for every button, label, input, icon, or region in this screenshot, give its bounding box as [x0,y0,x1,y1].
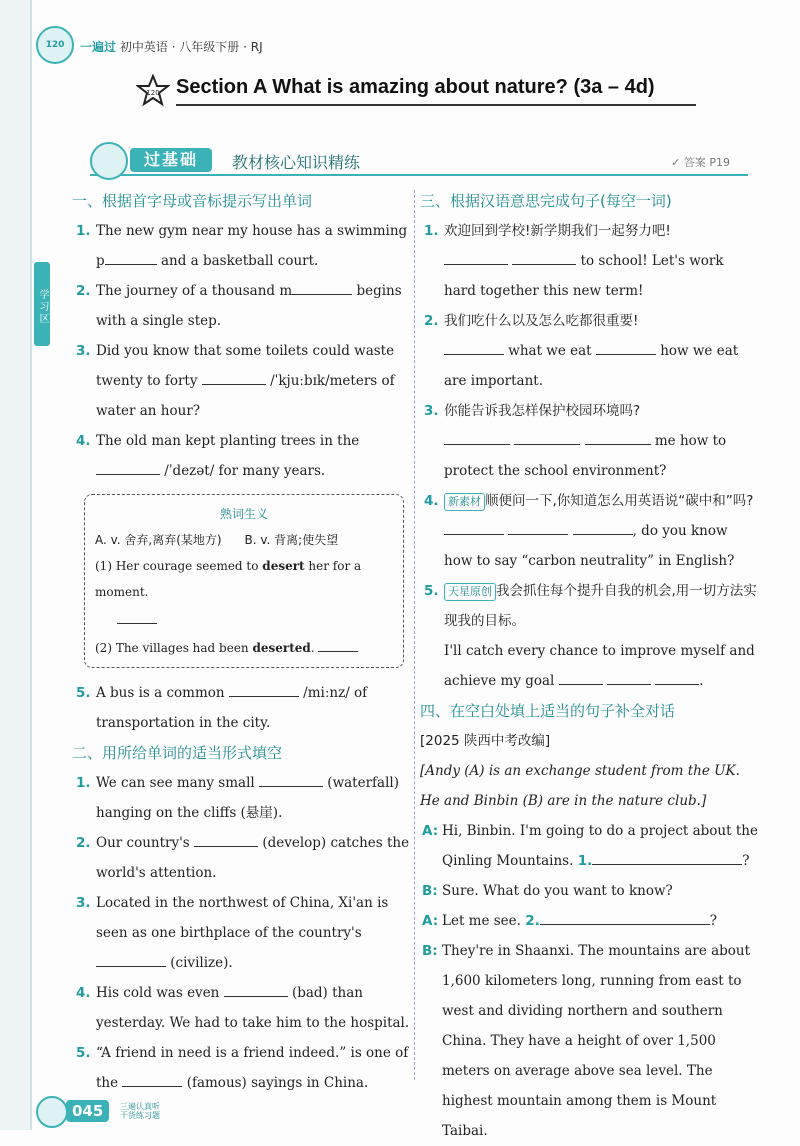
q-text: what we eat [504,343,596,359]
q-number: 3. [424,403,439,419]
q-text: “A friend in need is a friend indeed.” is one of the [96,1045,409,1091]
q-text: (famous) sayings in China. [182,1075,369,1091]
original-tag: 天星原创 [444,583,496,601]
q-text: /ˈkjuːbɪk/meters of water an hour? [96,373,395,419]
answer-blank[interactable] [229,678,299,697]
question [72,768,412,828]
answer-blank[interactable] [540,906,710,925]
side-tab: 学习区 [34,262,50,346]
line-text: Hi, Binbin. I'm going to do a project about the Qinling Mountains. [442,823,758,869]
box-keyword: desert [262,559,305,573]
box-sentence-1 [95,553,393,633]
answer-blank[interactable] [444,336,504,355]
q-text: how we eat are important. [444,343,739,389]
svg-text:120: 120 [146,89,160,97]
running-header [80,38,263,55]
right-column [420,186,758,1146]
answer-blank[interactable] [592,846,742,865]
box-text: her for a moment. [95,559,362,599]
question [420,486,758,576]
answer-blank[interactable] [573,516,633,535]
q-number: 4. [76,985,91,1001]
speaker: A: [422,913,439,929]
q-text: Did you know that some toilets could waste twenty to forty [96,343,395,389]
new-material-tag: 新素材 [444,493,485,511]
q-chinese: 欢迎回到学校!新学期我们一起努力吧! [444,223,671,239]
q-text: . [699,673,704,689]
answer-blank[interactable] [559,666,603,685]
question [72,276,412,336]
q-number: 3. [76,895,91,911]
q-text: /miːnz/ of transportation in the city. [96,685,368,731]
box-text: . [310,641,315,655]
q-text: (civilize). [166,955,233,971]
line-end: ? [709,913,718,929]
brand: 一遍过 [80,40,117,54]
blank-number: 1. [577,853,593,869]
answer-ref: ✓ 答案 P19 [671,156,730,169]
q-text: and a basketball court. [156,253,319,269]
q-number: 5. [424,583,439,599]
question [420,576,758,696]
q-number: 2. [424,313,439,329]
answer-blank[interactable] [194,828,258,847]
q-text: /ˈdezət/ for many years. [160,463,326,479]
answer-blank[interactable] [105,246,157,265]
answer-blank[interactable] [122,1068,182,1087]
box-title: 熟词生义 [219,507,268,521]
q-number: 5. [76,1045,91,1061]
line-text: Let me see. [442,913,526,929]
q-number: 1. [424,223,439,239]
page-edge [0,0,30,1130]
question [72,978,412,1038]
q-text: The new gym near my house has a swimming [96,223,408,239]
question [420,396,758,486]
q-number: 1. [76,775,91,791]
q-text: The journey of a thousand m [96,283,293,299]
q-text: (bad) than yesterday. We had to take him to the hospital. [96,985,410,1031]
question [72,426,412,486]
question [72,336,412,426]
q-text: His cold was even [96,985,224,1001]
question [420,306,758,396]
page-edge-line [30,0,32,1130]
q-number: 2. [76,835,91,851]
q-text: Located in the northwest of China, Xi'an is seen as one birthplace of the country's [96,895,389,941]
answer-blank[interactable] [596,336,656,355]
dialogue-line [420,876,758,906]
box-sentence-2 [95,633,393,661]
q-text: (develop) catches the world's attention. [96,835,410,881]
question [72,678,412,738]
question [72,216,412,276]
title-text: Section A What is amazing about nature? (3a – 4d) [176,76,655,98]
q-number: 2. [76,283,91,299]
section-title [136,72,696,108]
dialogue-line [420,936,758,1146]
answer-blank[interactable] [259,768,323,787]
answer-blank[interactable] [444,426,510,445]
q-chinese: 我们吃什么以及怎么吃都很重要! [444,313,639,329]
answer-blank[interactable] [585,426,651,445]
speaker: B: [422,883,438,899]
q-hint: p [96,253,105,269]
q-text: begins with a single step. [96,283,402,329]
answer-blank[interactable] [202,366,266,385]
answer-blank[interactable] [512,246,576,265]
source-note: [2025 陕西中考改编] [420,733,551,749]
star-badge-icon [136,74,170,108]
q-chinese: 你能告诉我怎样保护校园环境吗? [444,403,641,419]
answer-blank[interactable] [96,948,166,967]
footer-note: 三遍认真听 干货练习题 [120,1102,160,1120]
option-b: B. v. 背离;使失望 [244,533,339,547]
line-text: Sure. What do you want to know? [442,883,673,899]
question [72,828,412,888]
column-divider [414,190,415,1080]
speaker: B: [422,943,438,959]
q-text: We can see many small [96,775,260,791]
q-number: 4. [424,493,439,509]
part3-heading: 三、根据汉语意思完成句子(每空一词) [420,192,672,210]
box-text: (2) The villages had been [95,641,253,655]
q-text: , do you know how to say “carbon neutrality” in English? [444,523,735,569]
line-end: ? [742,853,750,869]
answer-blank[interactable] [444,516,504,535]
part1-heading: 一、根据首字母或音标提示写出单词 [72,192,313,210]
dialogue-line [420,816,758,876]
q-text: The old man kept planting trees in the [96,433,360,449]
answer-blank[interactable] [292,276,352,295]
part2-heading: 二、用所给单词的适当形式填空 [72,744,283,762]
mascot-icon [36,1096,68,1128]
q-text: me how to protect the school environment? [444,433,727,479]
q-text: (waterfall) hanging on the cliffs (悬崖). [96,775,399,821]
answer-blank[interactable] [117,605,157,624]
q-number: 5. [76,685,91,701]
q-text: to school! Let's work hard together this new term! [444,253,724,299]
left-column [72,186,412,1098]
answer-blank[interactable] [607,666,651,685]
dialogue-intro: [Andy (A) is an exchange student from the UK. He and Binbin (B) are in the nature club.] [420,763,740,809]
book-title: 初中英语 · 八年级下册 · RJ [119,40,263,54]
answer-blank[interactable] [444,246,508,265]
question [420,216,758,306]
dialogue-line [420,906,758,936]
q-chinese: 顺便问一下,你知道怎么用英语说“碳中和”吗? [485,493,754,509]
answer-blank[interactable] [655,666,699,685]
q-text: A bus is a common [96,685,229,701]
q-number: 4. [76,433,91,449]
option-a: A. v. 舍弃,离弃(某地方) [95,533,222,547]
q-number: 1. [76,223,91,239]
blank-number: 2. [525,913,540,929]
title-underline [176,104,696,106]
mascot-icon [90,142,128,180]
speaker: A: [422,823,439,839]
q-chinese: 我会抓住每个提升自我的机会,用一切方法实现我的目标。 [444,583,757,629]
answer-ref-text: 答案 P19 [683,156,730,169]
box-text: (1) Her courage seemed to [95,559,263,573]
section-band [90,146,748,176]
box-options [95,527,393,553]
answer-blank[interactable] [224,978,288,997]
question [72,1038,412,1098]
word-meaning-box [84,494,404,668]
answer-blank[interactable] [318,633,358,652]
band-pill: 过基础 [130,148,212,172]
line-text: They're in Shaanxi. The mountains are about 1,600 kilometers long, running from east to west and dividing northern and southern China. They have a height of over 1,500 meters on average above sea level. The highest mountain among them is Mount Taibai. [442,943,751,1139]
q-number: 3. [76,343,91,359]
question [72,888,412,978]
logo-icon: 120 [36,26,74,64]
q-text: I'll catch every chance to improve myself and achieve my goal [444,643,755,689]
part4-heading: 四、在空白处填上适当的句子补全对话 [420,702,676,720]
band-subtitle: 教材核心知识精练 [232,153,361,172]
answer-blank[interactable] [508,516,568,535]
answer-blank[interactable] [96,456,160,475]
answer-blank[interactable] [514,426,580,445]
q-text: Our country's [96,835,195,851]
box-keyword: deserted [252,641,311,655]
page-number: 045 [66,1100,109,1122]
